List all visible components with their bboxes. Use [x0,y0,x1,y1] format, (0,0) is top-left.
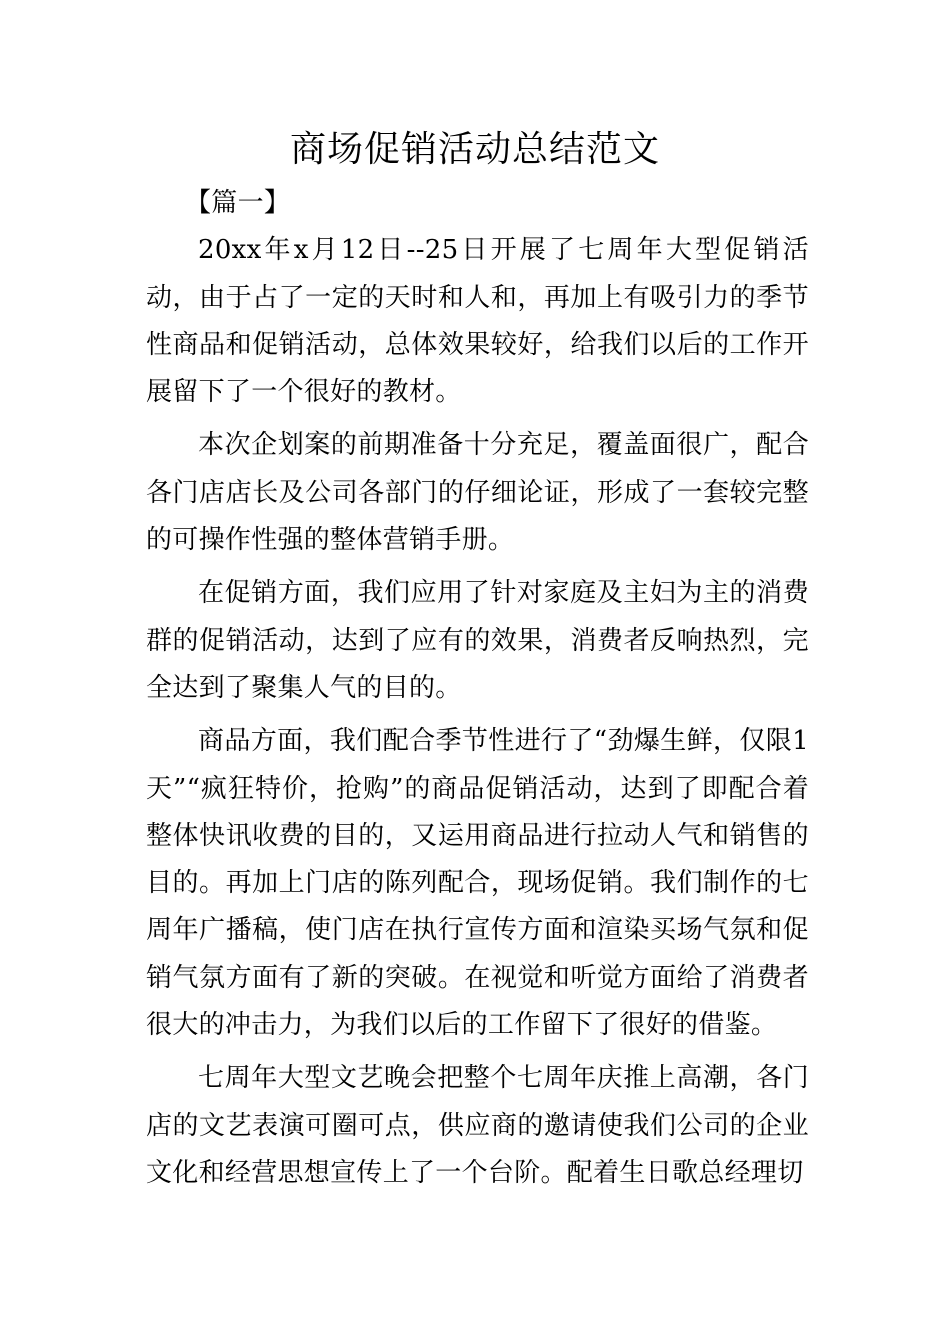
paragraph-4: 商品方面，我们配合季节性进行了“劲爆生鲜，仅限1天”“疯狂特价，抢购”的商品促销活动，达到了即配合着整体快讯收费的目的，又运用商品进行拉动人气和销售的目的。再加上门店的陈列配合，现场促销。我们制作的七周年广播稿，使门店在执行宣传方面和渲染买场气氛和促销气氛方面有了新的突破。在视觉和听觉方面给了消费者很大的冲击力，为我们以后的工作留下了很好的借鉴。 [146,726,809,1041]
paragraph-3: 在促销方面，我们应用了针对家庭及主妇为主的消费群的促销活动，达到了应有的效果，消费者反响热烈，完全达到了聚集人气的目的。 [146,578,809,703]
document-body [146,180,809,1203]
document-title: 商场促销活动总结范文 [289,129,660,170]
paragraph-1: 20xx年x月12日--25日开展了七周年大型促销活动，由于占了一定的天时和人和，再加上有吸引力的季节性商品和促销活动，总体效果较好，给我们以后的工作开展留下了一个很好的教材。 [146,235,809,408]
section-label: 【篇一】 [185,188,291,218]
paragraph-2: 本次企划案的前期准备十分充足，覆盖面很广，配合各门店店长及公司各部门的仔细论证，形成了一套较完整的可操作性强的整体营销手册。 [146,430,809,556]
paragraph-5: 七周年大型文艺晚会把整个七周年庆推上高潮，各门店的文艺表演可圈可点，供应商的邀请使我们公司的企业文化和经营思想宣传上了一个台阶。配着生日歌总经理切 [146,1063,809,1188]
